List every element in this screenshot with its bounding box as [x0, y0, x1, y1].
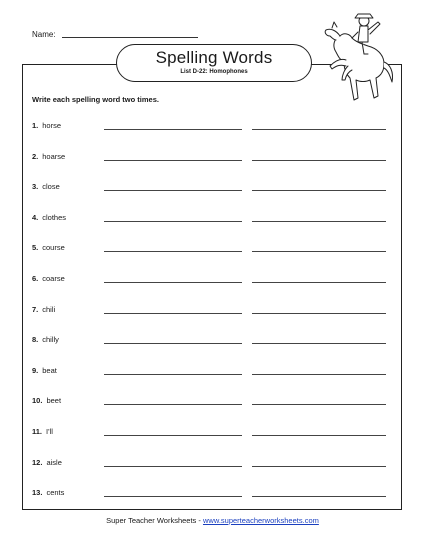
- word-number: 13.: [32, 488, 43, 498]
- spelling-word: horse: [42, 121, 62, 130]
- word-row: [32, 213, 392, 225]
- word-row: [32, 396, 392, 408]
- word-row: [32, 366, 392, 378]
- word-number: 10.: [32, 396, 43, 406]
- title-banner: [116, 44, 312, 82]
- spelling-word: aisle: [46, 457, 62, 467]
- word-number: 8.: [32, 335, 39, 345]
- word-number: 6.: [32, 274, 39, 283]
- write-line-second[interactable]: [252, 496, 386, 497]
- write-line-first[interactable]: [104, 466, 242, 467]
- word-row: [32, 152, 392, 164]
- write-line-first[interactable]: [104, 435, 242, 436]
- spelling-word: chili: [42, 304, 56, 314]
- cowgirl-on-horse-illustration: [322, 12, 398, 108]
- worksheet-subtitle: List D-22: Homophones: [180, 69, 248, 75]
- word-number: 5.: [32, 243, 39, 253]
- word-number: 3.: [32, 182, 39, 192]
- word-row: [32, 427, 392, 439]
- word-number: 4.: [32, 212, 39, 222]
- word-number: 12.: [32, 457, 43, 467]
- write-line-first[interactable]: [104, 160, 242, 161]
- spelling-word: I'll: [46, 427, 53, 436]
- write-line-second[interactable]: [252, 129, 386, 130]
- word-number: 1.: [32, 121, 39, 130]
- worksheet-title: Spelling Words: [155, 48, 273, 67]
- name-label: Name:: [32, 30, 56, 39]
- write-line-second[interactable]: [252, 466, 386, 467]
- write-line-first[interactable]: [104, 282, 242, 283]
- word-number: 7.: [32, 304, 39, 314]
- spelling-word: coarse: [42, 274, 65, 283]
- word-row: [32, 335, 392, 347]
- word-row: [32, 274, 392, 286]
- spelling-word: cents: [46, 488, 65, 498]
- write-line-second[interactable]: [252, 404, 386, 405]
- spelling-word: course: [42, 243, 65, 253]
- spelling-word: clothes: [42, 212, 67, 222]
- write-line-first[interactable]: [104, 374, 242, 375]
- write-line-second[interactable]: [252, 435, 386, 436]
- write-line-second[interactable]: [252, 190, 386, 191]
- write-line-first[interactable]: [104, 496, 242, 497]
- spelling-word: beat: [42, 365, 57, 375]
- write-line-first[interactable]: [104, 129, 242, 130]
- word-row: [32, 243, 392, 255]
- footer-text: Super Teacher Worksheets -: [106, 516, 203, 525]
- write-line-second[interactable]: [252, 160, 386, 161]
- write-line-second[interactable]: [252, 313, 386, 314]
- write-line-second[interactable]: [252, 221, 386, 222]
- word-row: [32, 182, 392, 194]
- write-line-first[interactable]: [104, 343, 242, 344]
- word-number: 11.: [32, 427, 43, 436]
- word-number: 2.: [32, 151, 39, 161]
- word-row: [32, 121, 392, 133]
- word-number: 9.: [32, 365, 39, 375]
- write-line-second[interactable]: [252, 282, 386, 283]
- word-row: [32, 458, 392, 470]
- write-line-first[interactable]: [104, 190, 242, 191]
- write-line-first[interactable]: [104, 404, 242, 405]
- name-field-line[interactable]: [62, 37, 198, 38]
- footer-link[interactable]: www.superteacherworksheets.com: [202, 516, 319, 525]
- spelling-word: beet: [46, 396, 62, 406]
- spelling-word: close: [42, 182, 60, 192]
- footer: [0, 516, 425, 525]
- word-row: [32, 305, 392, 317]
- write-line-second[interactable]: [252, 343, 386, 344]
- word-row: [32, 488, 392, 500]
- spelling-word: hoarse: [42, 151, 66, 161]
- instructions: Write each spelling word two times.: [32, 95, 159, 104]
- write-line-second[interactable]: [252, 374, 386, 375]
- write-line-first[interactable]: [104, 221, 242, 222]
- write-line-second[interactable]: [252, 251, 386, 252]
- spelling-word: chilly: [42, 335, 59, 345]
- write-line-first[interactable]: [104, 251, 242, 252]
- write-line-first[interactable]: [104, 313, 242, 314]
